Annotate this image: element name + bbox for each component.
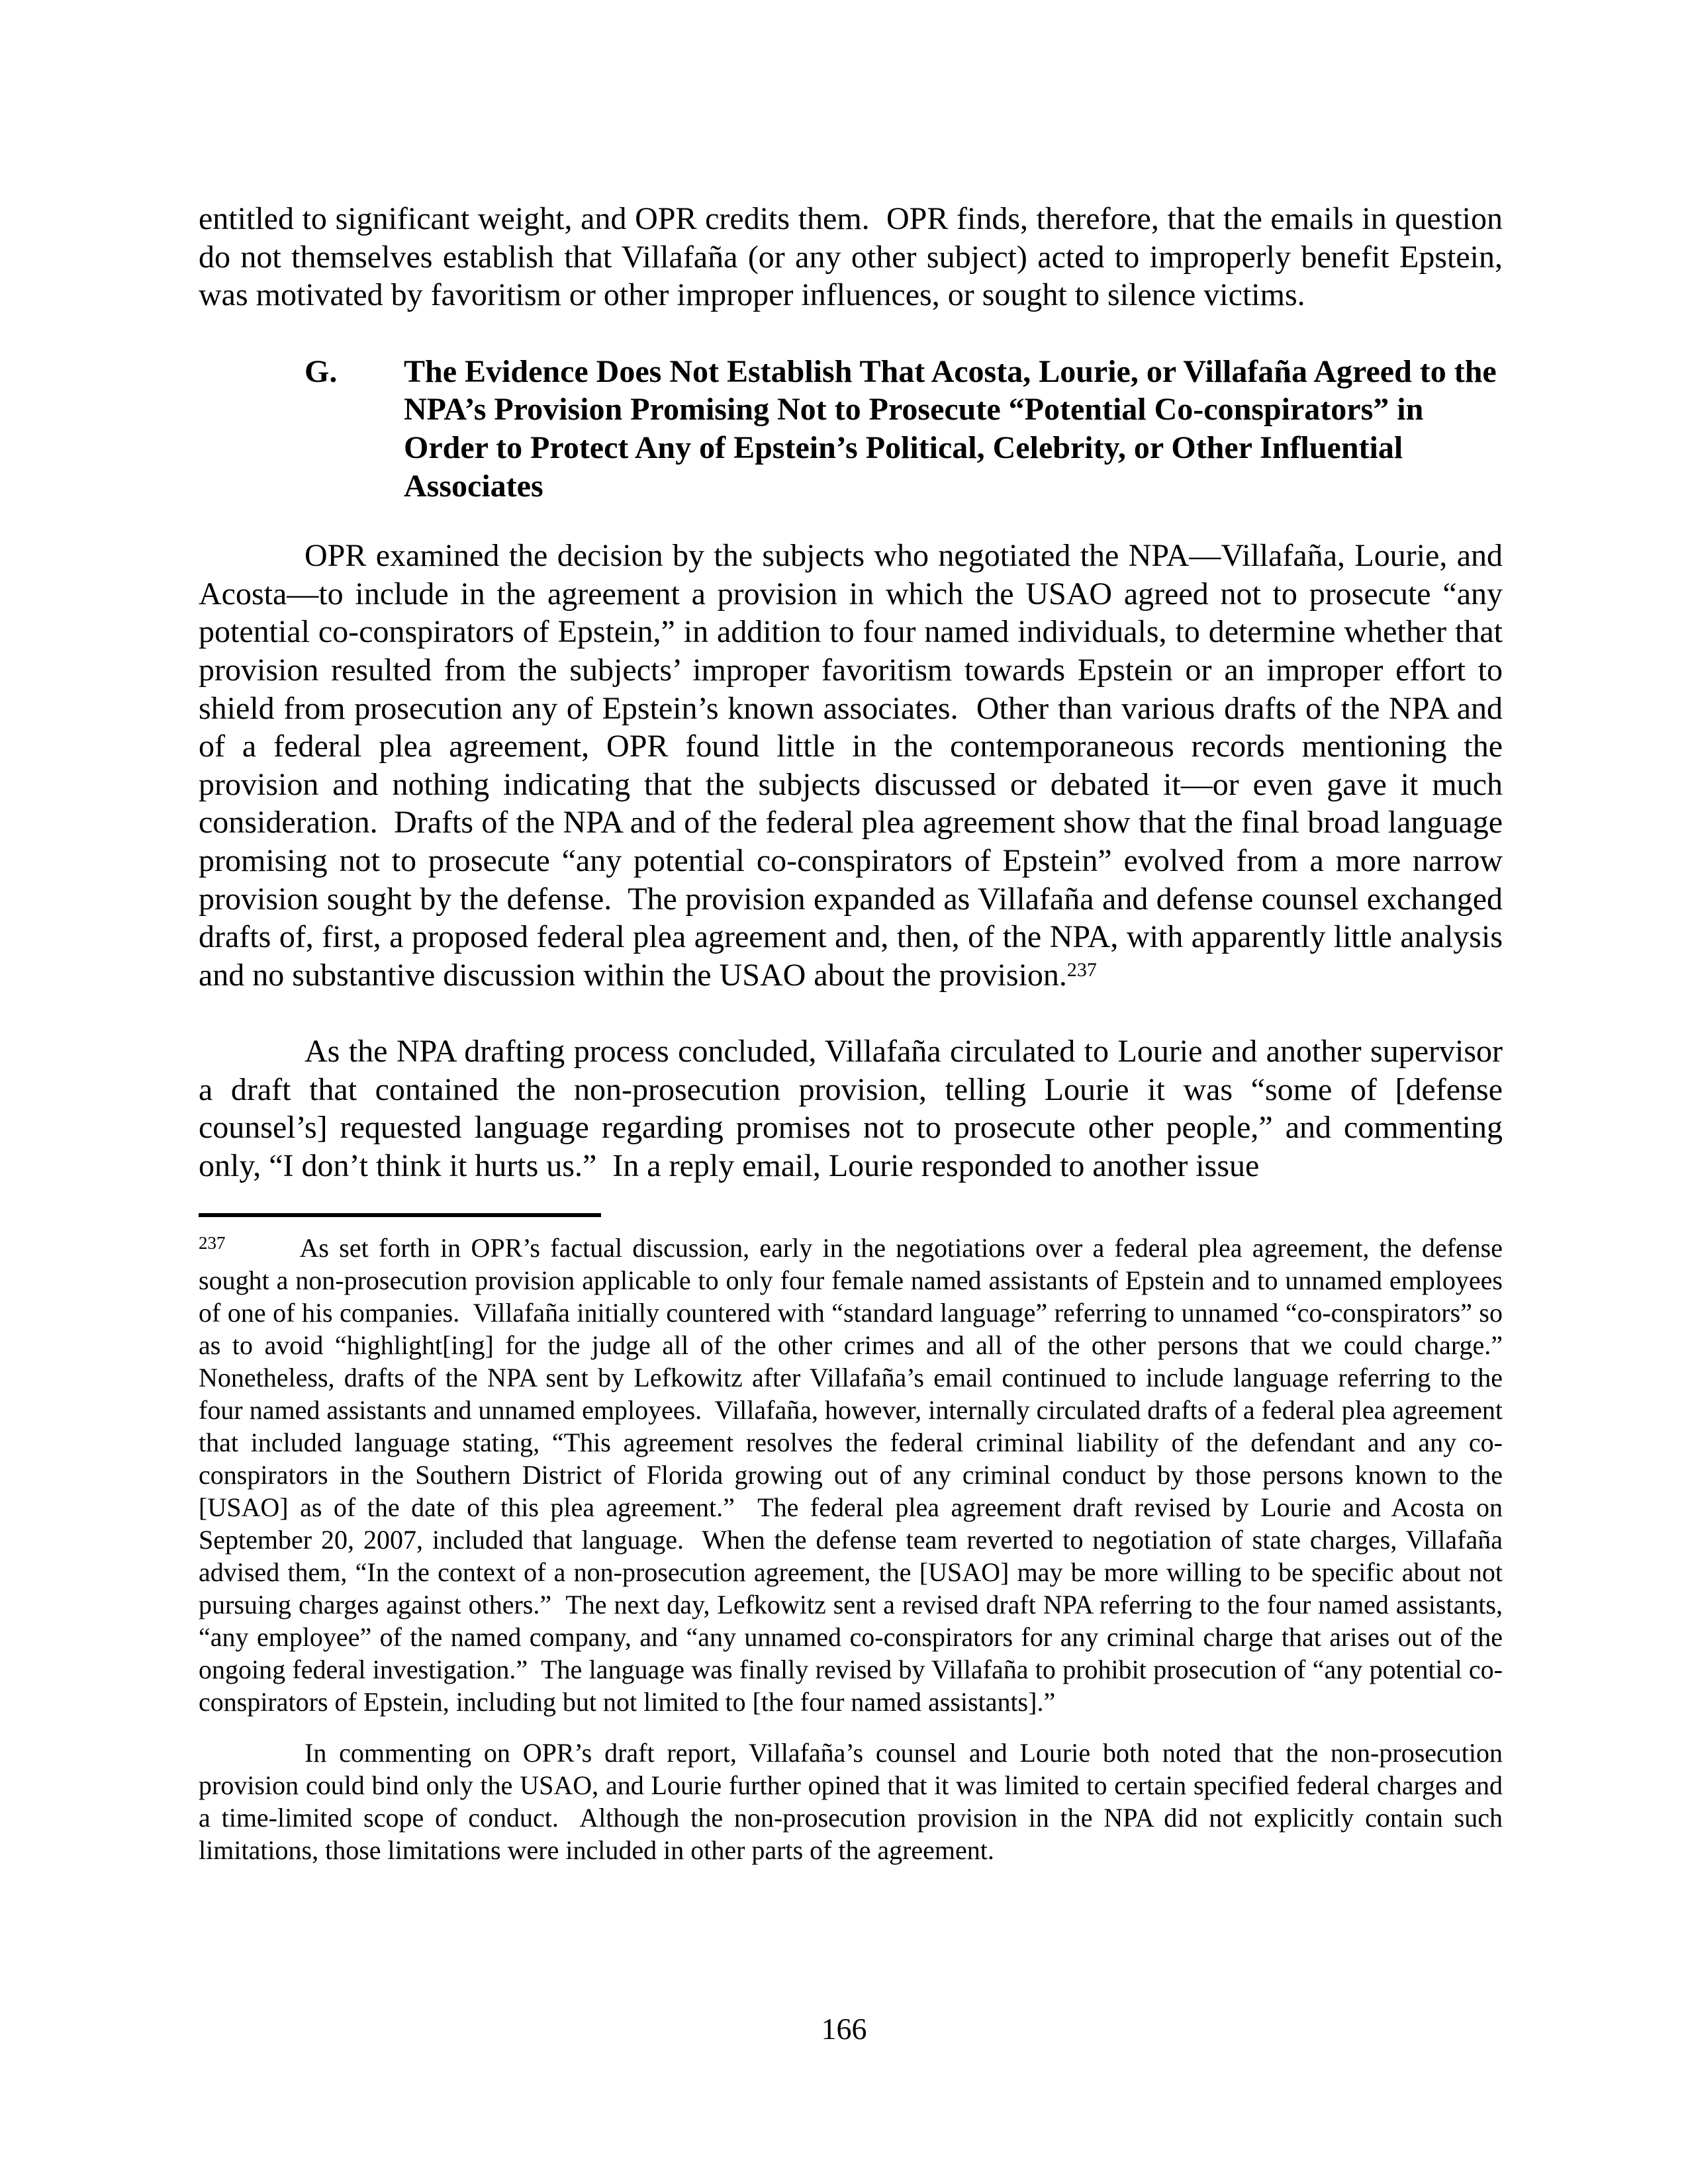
footnote-reference-237: 237: [1066, 958, 1097, 981]
footnote-number: 237: [199, 1232, 226, 1253]
page-number: 166: [821, 2012, 867, 2046]
section-heading-text: The Evidence Does Not Establish That Acosta, Lourie, or Villafaña Agreed to the NPA’s Provision Promising Not to Prosecute “Potential Co-conspirators” in Order to Protect Any of Epstein’s Political, Celebrity, or Other Influential Associates: [404, 353, 1497, 504]
footnote-paragraph-2: In commenting on OPR’s draft report, Villafaña’s counsel and Lourie both noted that the non-prosecution provision could bind only the USAO, and Lourie further opined that it was limited to certain specified federal charges and a time-limited scope of conduct. Although the non-prosecution provision in the NPA did not explicitly contain such limitations, those limitations were included in other parts of the agreement.: [199, 1737, 1509, 1865]
section-heading: [199, 353, 1503, 505]
page-content: [199, 200, 1516, 1866]
body-paragraph-3: As the NPA drafting process concluded, Villafaña circulated to Lourie and another supervisor a draft that contained the non-prosecution provision, telling Lourie it was “some of [defense counsel’s] requested language regarding promises not to prosecute other people,” and commenting only, “I don’t think it hurts us.” In a reply email, Lourie responded to another issue: [199, 1034, 1511, 1184]
body-paragraph-1: entitled to significant weight, and OPR credits them. OPR finds, therefore, that the emails in question do not themselves establish that Villafaña (or any other subject) acted to improperly benefit Epstein, was motivated by favoritism or other improper influences, or sought to silence victims.: [199, 201, 1511, 313]
footnote-paragraph-1-text: As set forth in OPR’s factual discussion, early in the negotiations over a federal plea agreement, the defense sought a non-prosecution provision applicable to only four female named assistants of Epstein and to unnamed employees of one of his companies. Villafaña initially countered with “standard language” referring to unnamed “co-conspirators” so as to avoid “highlight[ing] for the judge all of the other crimes and all of the other persons that we could charge.” Nonetheless, drafts of the NPA sent by Lefkowitz after Villafaña’s email continued to include language referring to the four named assistants and unnamed employees. Villafaña, however, internally circulated drafts of a federal plea agreement that included language stating, “This agreement resolves the federal criminal liability of the defendant and any co-conspirators in the Southern District of Florida growing out of any criminal conduct by those persons known to the [USAO] as of the date of this plea agreement.” The federal plea agreement draft revised by Lourie and Acosta on September 20, 2007, included that language. When the defense team reverted to negotiation of state charges, Villafaña advised them, “In the context of a non-prosecution agreement, the [USAO] may be more willing to be specific about not pursuing charges against others.” The next day, Lefkowitz sent a revised draft NPA referring to the four named assistants, “any employee” of the named company, and “any unnamed co-conspirators for any criminal charge that arises out of the ongoing federal investigation.” The language was finally revised by Villafaña to prohibit prosecution of “any potential co-conspirators of Epstein, including but not limited to [the four named assistants].”: [199, 1232, 1516, 1717]
section-heading-label: G.: [305, 353, 338, 389]
footnote-separator-rule: [199, 1213, 601, 1217]
body-paragraph-2-text: OPR examined the decision by the subjects who negotiated the NPA—Villafaña, Lourie, and Acosta—to include in the agreement a provision in which the USAO agreed not to prosecute “any potential co-conspirators of Epstein,” in addition to four named individuals, to determine whether that provision resulted from the subjects’ improper favoritism towards Epstein or an improper effort to shield from prosecution any of Epstein’s known associates. Other than various drafts of the NPA and of a federal plea agreement, OPR found little in the contemporaneous records mentioning the provision and nothing indicating that the subjects discussed or debated it—or even gave it much consideration. Drafts of the NPA and of the federal plea agreement show that the final broad language promising not to prosecute “any potential co-conspirators of Epstein” evolved from a more narrow provision sought by the defense. The provision expanded as Villafaña and defense counsel exchanged drafts of, first, a proposed federal plea agreement and, then, of the NPA, with apparently little analysis and no substantive discussion within the USAO about the provision.: [199, 538, 1511, 993]
footnote-paragraph-1: [199, 1232, 1516, 1718]
body-paragraph-2: [199, 537, 1511, 994]
footnote-block: [199, 1232, 1516, 1866]
